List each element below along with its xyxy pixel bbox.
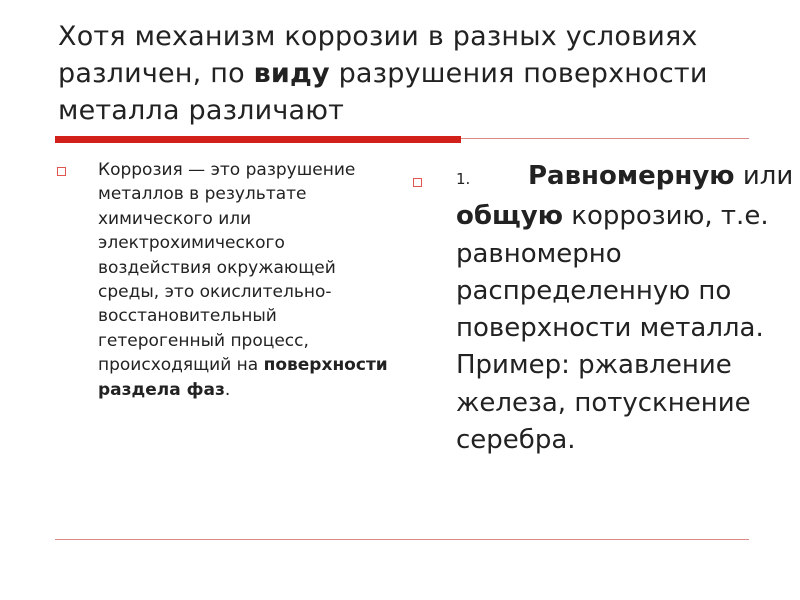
right-text-1: или [734,161,794,191]
title-text-2: разрушения поверхности металла различают [58,58,708,126]
bottom-divider [55,539,749,540]
title-underline-thin [461,138,749,139]
right-bold-2: общую [456,201,563,232]
title-underline [55,136,749,143]
slide-title [58,18,778,129]
title-text-1: Хотя механизм коррозии в разных условиях различен, по [58,21,698,89]
square-bullet-icon [413,178,422,187]
list-number: 1. [456,170,471,188]
right-bold-1: Равномерную [528,161,735,191]
left-bold-phrase: поверхности раздела фаз [98,355,388,400]
title-underline-thick [55,136,461,143]
left-tail: . [224,379,231,400]
left-column-text [98,158,398,402]
square-bullet-icon [57,167,66,176]
right-column-text [456,158,796,459]
right-text-2: коррозию, т.е. равномерно распределенную по поверхности металла. Пример: ржавление железа, потускнение серебра. [456,201,769,456]
left-body-text: Коррозия — это разрушение металлов в результате химического или электрохимического воздействия окружающей среды, это окислительно-восстановительный гетерогенный процесс, происходящий на [98,160,356,376]
title-bold-word: виду [253,58,330,89]
